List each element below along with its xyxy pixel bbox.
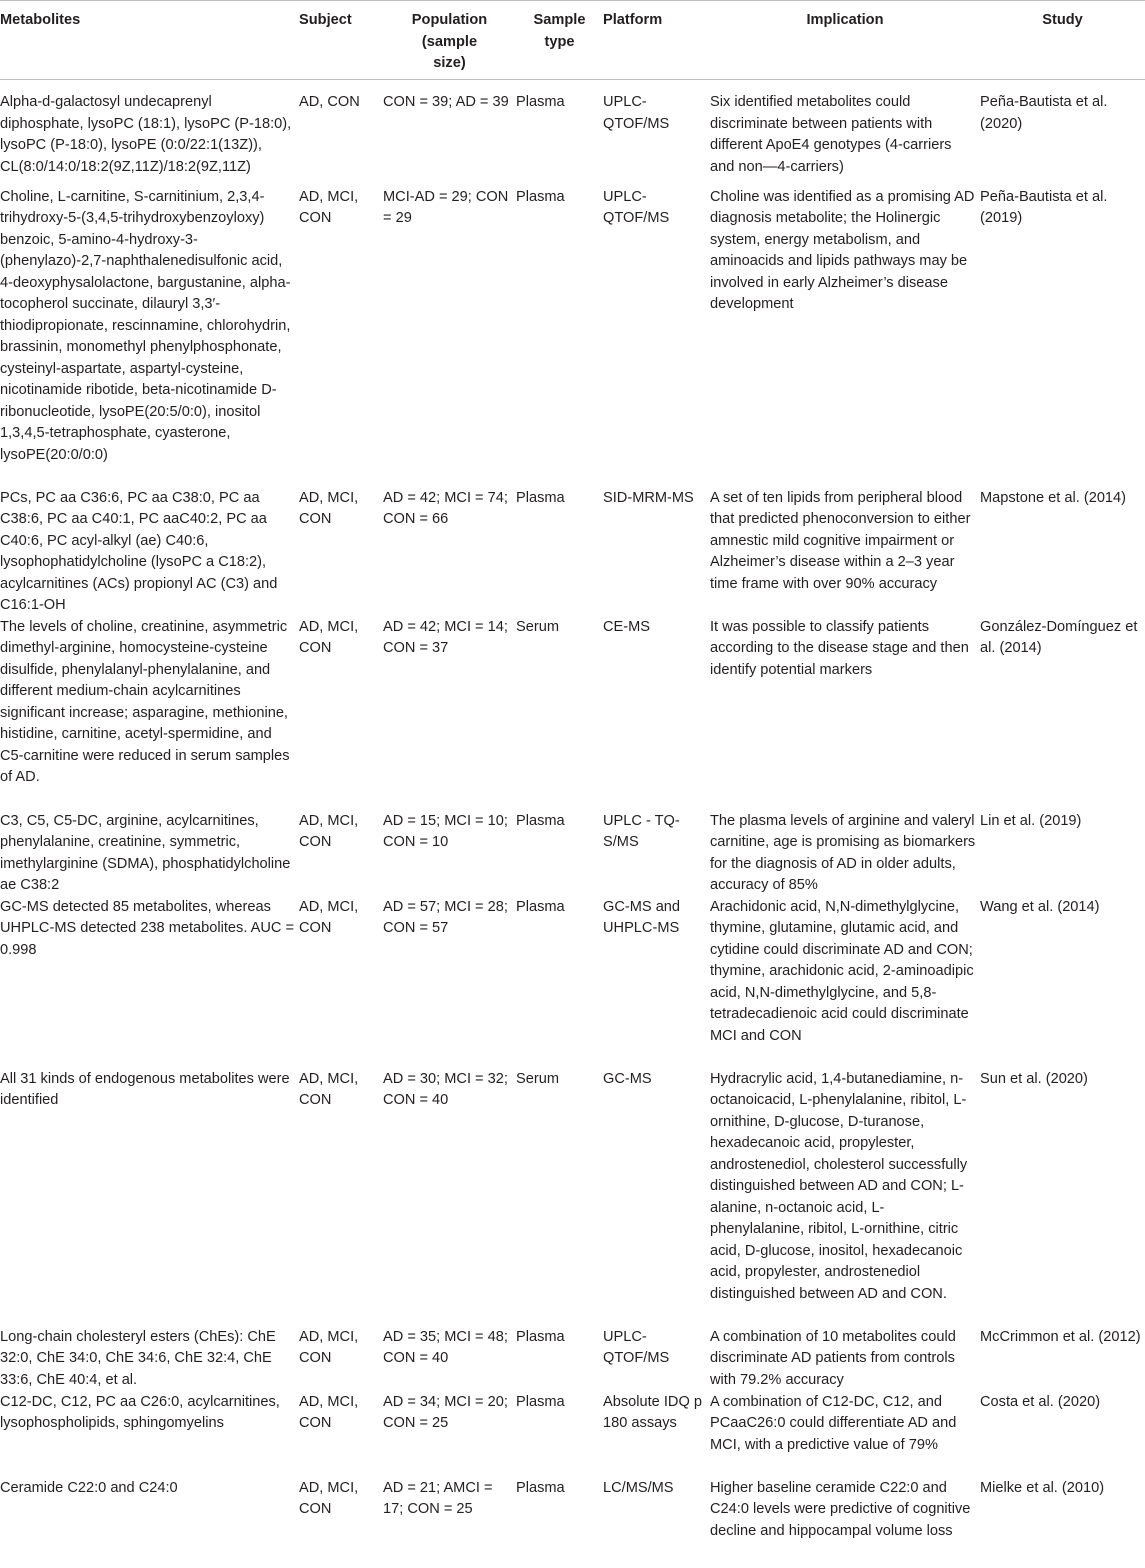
cell-platform: UPLC-QTOF/MS [603, 94, 670, 132]
cell-subject: AD, MCI, CON [299, 489, 359, 527]
table-row [0, 897, 1145, 1069]
cell-implication: The plasma levels of arginine and valeryl carnitine, age is promising as biomarkers for the diagnosis of AD in older adults, accuracy of 85% [710, 812, 976, 893]
cell-population: MCI-AD = 29; CON = 29 [383, 188, 509, 226]
cell-sample-type: Plasma [516, 1479, 565, 1496]
header-subject: Subject [299, 12, 352, 28]
cell-study: Peña-Bautista et al. (2020) [980, 94, 1108, 132]
cell-subject: AD, CON [299, 94, 360, 110]
table-body [0, 80, 1145, 1564]
header-population-label: Population (sample size) [411, 12, 488, 71]
table-row [0, 1069, 1145, 1327]
cell-subject: AD, MCI, CON [299, 1070, 359, 1108]
table-row [0, 617, 1145, 811]
cell-sample-type: Plasma [516, 94, 565, 110]
cell-population: AD = 35; MCI = 48; CON = 40 [383, 1328, 508, 1366]
table-row [0, 80, 1145, 187]
cell-sample-type: Plasma [516, 1328, 565, 1345]
header-metabolites: Metabolites [0, 12, 81, 28]
cell-implication: A combination of C12-DC, C12, and PCaaC26:0 could differentiate AD and MCI, with a predictive value of 79% [710, 1393, 957, 1453]
cell-platform: UPLC-QTOF/MS [603, 188, 670, 226]
cell-study: González-Domínguez et al. (2014) [980, 618, 1138, 656]
cell-platform: SID-MRM-MS [603, 489, 694, 506]
cell-platform: Absolute IDQ p 180 assays [603, 1393, 702, 1431]
cell-implication: Six identified metabolites could discriminate between patients with different ApoE4 genotypes (4-carriers and non—4-carriers) [710, 94, 952, 175]
cell-study: Lin et al. (2019) [980, 812, 1082, 829]
cell-platform: UPLC - TQ-S/MS [603, 812, 680, 850]
cell-implication: Arachidonic acid, N,N-dimethylglycine, thymine, glutamine, glutamic acid, and cytidine could discriminate AD and CON; thymine, arachidonic acid, 2-aminoadipic acid, N,N-dimethylglycine, and 5,8-tetradecadienoic acid could discriminate MCI and CON [710, 898, 974, 1044]
cell-metabolites: C3, C5, C5-DC, arginine, acylcarnitines, phenylalanine, creatinine, symmetric, imethylarginine (SDMA), phosphatidylcholine ae C38:2 [0, 812, 291, 893]
cell-study: Peña-Bautista et al. (2019) [980, 188, 1108, 226]
table-header-row [0, 1, 1145, 80]
cell-sample-type: Serum [516, 1070, 559, 1087]
cell-population: CON = 39; AD = 39 [383, 94, 509, 110]
cell-study: Mielke et al. (2010) [980, 1479, 1105, 1496]
cell-sample-type: Plasma [516, 1393, 565, 1410]
table-row [0, 1392, 1145, 1478]
cell-study: McCrimmon et al. (2012) [980, 1328, 1141, 1345]
cell-population: AD = 15; MCI = 10; CON = 10 [383, 812, 508, 850]
cell-sample-type: Plasma [516, 898, 565, 915]
cell-subject: AD, MCI, CON [299, 898, 359, 936]
cell-implication: Hydracrylic acid, 1,4-butanediamine, n-octanoicacid, L-phenylalanine, ribitol, L-ornithine, D-glucose, D-turanose, hexadecanoic acid, propylester, androstenediol, cholesterol successfully distinguished between AD and CON; L-alanine, n-octanoic acid, L-phenylalanine, ribitol, L-ornithine, citric acid, D-glucose, inositol, hexadecanoic acid, propylester, androstenediol distinguished between AD and CON. [710, 1070, 968, 1302]
cell-study: Costa et al. (2020) [980, 1393, 1101, 1410]
cell-sample-type: Plasma [516, 188, 565, 205]
cell-implication: Higher baseline ceramide C22:0 and C24:0 levels were predictive of cognitive decline and hippocampal volume loss [710, 1479, 971, 1539]
table-row [0, 1327, 1145, 1392]
cell-population: AD = 30; MCI = 32; CON = 40 [383, 1070, 508, 1108]
cell-platform: CE-MS [603, 618, 651, 635]
cell-subject: AD, MCI, CON [299, 812, 359, 850]
header-sample-type [516, 1, 603, 80]
table-row [0, 1478, 1145, 1564]
table-row [0, 488, 1145, 617]
cell-sample-type: Plasma [516, 489, 565, 506]
cell-metabolites: The levels of choline, creatinine, asymmetric dimethyl-arginine, homocysteine-cysteine disulfide, phenylalanyl-phenylalanine, and different medium-chain acylcarnitines significant increase; asparagine, methionine, histidine, carnitine, acetyl-spermidine, and C5-carnitine were reduced in serum samples of AD. [0, 618, 290, 785]
cell-implication: A combination of 10 metabolites could discriminate AD patients from controls with 79.2% accuracy [710, 1328, 956, 1388]
header-population [383, 1, 516, 80]
cell-metabolites: Choline, L-carnitine, S-carnitinium, 2,3,4-trihydroxy-5-(3,4,5-trihydroxybenzoyloxy) benzoic, 5-amino-4-hydroxy-3-(phenylazo)-2,7-naphthalenedisulfonic acid, 4-deoxyphysalolactone, bargustanine, alpha-tocopherol succinate, dilauryl 3,3′-thiodipropionate, rescinnamine, chlorohydrin, brassinin, monomethyl phenylphosphonate, cysteinyl-aspartate, aspartyl-cysteine, nicotinamide ribotide, beta-nicotinamide D-ribonucleotide, lysoPE(20:5/0:0), inositol 1,3,4,5-tetraphosphate, cyasterone, lysoPE(20:0/0:0) [0, 188, 291, 463]
cell-study: Sun et al. (2020) [980, 1070, 1088, 1087]
cell-subject: AD, MCI, CON [299, 1393, 359, 1431]
cell-metabolites: All 31 kinds of endogenous metabolites were identified [0, 1070, 290, 1108]
cell-subject: AD, MCI, CON [299, 188, 359, 226]
cell-metabolites: GC-MS detected 85 metabolites, whereas UHPLC-MS detected 238 metabolites. AUC = 0.998 [0, 898, 295, 958]
cell-metabolites: Long-chain cholesteryl esters (ChEs): ChE 32:0, ChE 34:0, ChE 34:6, ChE 32:4, ChE 33:6, ChE 40:4, et al. [0, 1328, 276, 1388]
header-sample-type-label: Sample type [533, 12, 586, 50]
table-row [0, 187, 1145, 488]
cell-implication: A set of ten lipids from peripheral blood that predicted phenoconversion to either amnestic mild cognitive impairment or Alzheimer’s disease within a 2–3 year time frame with over 90% accuracy [710, 489, 971, 592]
cell-subject: AD, MCI, CON [299, 618, 359, 656]
cell-metabolites: Alpha-d-galactosyl undecaprenyl diphosphate, lysoPC (18:1), lysoPC (P-18:0), lysoPC (P-18:0), lysoPE (0:0/22:1(13Z)), CL(8:0/14:0/18:2(9Z,11Z)/18:2(9Z,11Z) [0, 94, 292, 175]
cell-implication: It was possible to classify patients according to the disease stage and then identify potential markers [710, 618, 969, 678]
cell-population: AD = 34; MCI = 20; CON = 25 [383, 1393, 508, 1431]
cell-platform: GC-MS and UHPLC-MS [603, 898, 681, 936]
cell-platform: LC/MS/MS [603, 1479, 674, 1496]
cell-study: Wang et al. (2014) [980, 898, 1100, 915]
cell-population: AD = 42; MCI = 74; CON = 66 [383, 489, 508, 527]
cell-metabolites: C12-DC, C12, PC aa C26:0, acylcarnitines, lysophospholipids, sphingomyelins [0, 1393, 280, 1431]
header-implication: Implication [806, 12, 884, 28]
cell-subject: AD, MCI, CON [299, 1479, 359, 1517]
cell-study: Mapstone et al. (2014) [980, 489, 1127, 506]
cell-subject: AD, MCI, CON [299, 1328, 359, 1366]
cell-population: AD = 21; AMCI = 17; CON = 25 [383, 1479, 493, 1517]
cell-population: AD = 57; MCI = 28; CON = 57 [383, 898, 508, 936]
cell-metabolites: PCs, PC aa C36:6, PC aa C38:0, PC aa C38:6, PC aa C40:1, PC aaC40:2, PC aa C40:6, PC acyl-alkyl (ae) C40:6, lysophophatidylcholine (lysoPC a C18:2), acylcarnitines (ACs) propionyl AC (C3) and C16:1-OH [0, 489, 278, 613]
cell-implication: Choline was identified as a promising AD diagnosis metabolite; the Holinergic system, energy metabolism, and aminoacids and lipids pathways may be involved in early Alzheimer’s disease development [710, 188, 975, 312]
table-row [0, 811, 1145, 897]
header-platform: Platform [603, 12, 663, 28]
cell-population: AD = 42; MCI = 14; CON = 37 [383, 618, 508, 656]
cell-sample-type: Serum [516, 618, 559, 635]
header-study: Study [1042, 12, 1083, 28]
cell-sample-type: Plasma [516, 812, 565, 829]
cell-platform: GC-MS [603, 1070, 652, 1087]
cell-platform: UPLC-QTOF/MS [603, 1328, 670, 1366]
cell-metabolites: Ceramide C22:0 and C24:0 [0, 1479, 178, 1496]
